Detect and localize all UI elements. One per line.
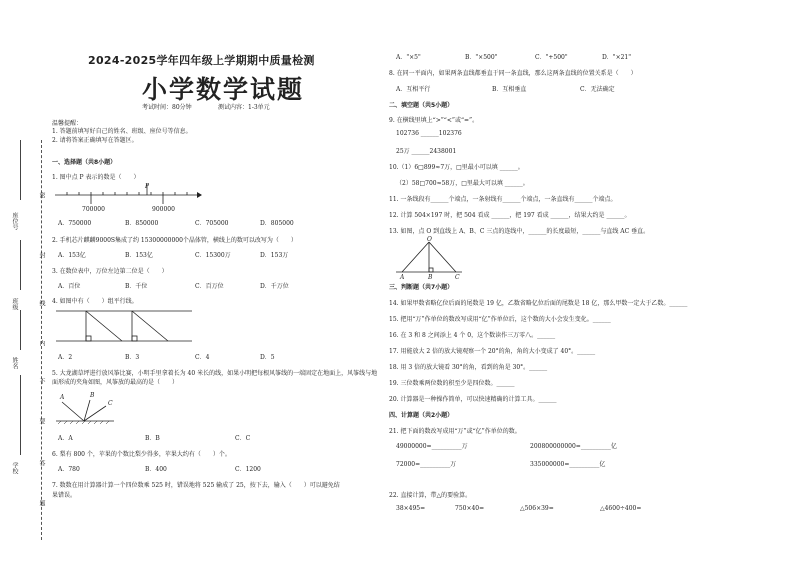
option[interactable]: A．互相平行 xyxy=(396,86,431,93)
school-fill-line xyxy=(20,375,21,455)
perpendicular-figure xyxy=(396,238,466,274)
section-title: 三、判断题（共7小题） xyxy=(389,284,454,291)
calc-item[interactable]: 750×40= xyxy=(455,505,485,512)
point-a-label: A xyxy=(400,274,405,281)
notice-title: 温馨提醒： xyxy=(52,120,83,127)
question-5-line2: 面形成的夹角如图，风筝放的最高的是（ ） xyxy=(52,379,179,386)
option[interactable]: C．705000 xyxy=(195,220,229,227)
question-7-line1: 7. 数数在用计算器计算一个四位数乘 525 时，错误地将 525 输成了 25，按下去，输入（ ）可以避免结 xyxy=(52,482,340,489)
question-12[interactable]: 12. 计算 504×197 时，把 504 看成 ______，把 197 看成 ______，结果大约是 ______。 xyxy=(389,212,631,219)
question-10-b[interactable]: （2）58□700≈58万，□里最大可以填 ______。 xyxy=(396,180,529,187)
parallel-lines-figure xyxy=(56,306,196,346)
point-b-label: B xyxy=(428,274,433,281)
question-7-line2: 果错误。 xyxy=(52,492,77,499)
option[interactable]: C．无法确定 xyxy=(580,86,615,93)
notice-item: 1. 答题前填写好自己的姓名、班级、座位号等信息。 xyxy=(52,128,192,135)
option[interactable]: B．互相垂直 xyxy=(492,86,527,93)
question-21: 21. 把下面的数改写成用“万”或“亿”作单位的数。 xyxy=(389,428,521,435)
option[interactable]: D．153万 xyxy=(260,252,289,259)
question-22: 22. 直接计算，带△的要验算。 xyxy=(389,492,472,499)
point-c-label: C xyxy=(455,274,460,281)
question-21-b[interactable]: 200800000000=__________亿 xyxy=(530,443,617,450)
question-11[interactable]: 11. 一条线段有______个端点，一条射线有______个端点，一条直线有______个端点。 xyxy=(389,196,617,203)
kite-label-b: B xyxy=(90,392,95,399)
calc-item[interactable]: △4600÷400= xyxy=(600,505,642,512)
option[interactable]: A．153亿 xyxy=(58,252,86,259)
subject-title: 小学数学试题 xyxy=(142,75,305,104)
option[interactable]: C．15300万 xyxy=(195,252,231,259)
question-5-line1: 5. 大龙湖草坪进行放风筝比赛，小明手里拿着长为 40 米长的线，如果小明把每根风筝线的一端固定在地面上，风筝线与地 xyxy=(52,370,378,377)
option[interactable]: A．"×5" xyxy=(396,54,421,61)
point-p-label: P xyxy=(145,183,150,190)
name-label: 姓名 xyxy=(11,357,18,369)
kite-label-a: A xyxy=(60,394,65,401)
seal-char: 答 xyxy=(38,460,45,466)
school-label: 学校 xyxy=(11,462,18,474)
option[interactable]: C．C xyxy=(235,435,251,442)
seal-char: 题 xyxy=(38,500,45,506)
calc-item[interactable]: △506×39= xyxy=(520,505,554,512)
question-8: 8. 在同一平面内，如果两条直线都垂直于同一条直线，那么这两条直线的位置关系是（ ） xyxy=(389,70,637,77)
point-o-label: O xyxy=(427,236,432,243)
option[interactable]: B．850000 xyxy=(125,220,159,227)
option[interactable]: D．千万位 xyxy=(260,283,289,290)
name-fill-line xyxy=(20,310,21,350)
section-title: 四、计算题（共2小题） xyxy=(389,412,454,419)
question-21-a[interactable]: 49000000=__________万 xyxy=(396,443,468,450)
time-info: 考试时间：80分钟 xyxy=(142,104,192,111)
question-16[interactable]: 16. 在 3 和 8 之间添上 4 个 0，这个数读作三万零八。______ xyxy=(389,332,556,339)
question-9-a[interactable]: 102736 ______102376 xyxy=(396,130,462,137)
question-2: 2. 手机芯片麒麟9000S集成了约 15300000000个晶体管，横线上的数可以改写为（ ） xyxy=(52,237,297,244)
kite-label-c: C xyxy=(108,400,113,407)
option[interactable]: B．3 xyxy=(125,354,140,361)
question-21-d[interactable]: 335000000=__________亿 xyxy=(530,461,606,468)
question-18[interactable]: 18. 用 3 倍的放大镜看 30°的角，看到的角是 30°。______ xyxy=(389,364,548,371)
option[interactable]: B．B xyxy=(145,435,160,442)
question-13[interactable]: 13. 如图，点 O 到直线上 A、B、C 三点的连线中，______的长度最短，______与直线 AC 垂直。 xyxy=(389,228,650,235)
seal-char: 内 xyxy=(38,340,45,346)
option[interactable]: A．百位 xyxy=(58,283,81,290)
question-19[interactable]: 19. 三位数乘两位数的积至少是四位数。______ xyxy=(389,380,515,387)
tick-label-left: 700000 xyxy=(82,206,105,213)
option[interactable]: A．2 xyxy=(58,354,73,361)
question-9-b[interactable]: 25万 ______2438001 xyxy=(396,148,457,155)
question-14[interactable]: 14. 如果甲数省略亿位后面的尾数是 19 亿，乙数省略亿位后面的尾数是 18 亿，那么甲数一定大于乙数。______ xyxy=(389,300,688,307)
option[interactable]: B．400 xyxy=(145,466,167,473)
question-1: 1. 图中点 P 表示的数是（ ） xyxy=(52,174,140,181)
question-21-c[interactable]: 72000=__________万 xyxy=(396,461,457,468)
option[interactable]: B．153亿 xyxy=(125,252,153,259)
section-title: 二、填空题（共5小题） xyxy=(389,102,454,109)
question-9: 9. 在横线里填上“>”“<”或“=”。 xyxy=(389,117,479,124)
notice-item: 2. 请将答案正确填写在答题区。 xyxy=(52,137,138,144)
question-10-a[interactable]: 10.（1）6□899≈7万，□里最小可以填 ______。 xyxy=(389,164,524,171)
option[interactable]: D．5 xyxy=(260,354,275,361)
question-17[interactable]: 17. 用能放大 2 倍的放大镜观察一个 20°的角，角的大小变成了 40°。______ xyxy=(389,348,596,355)
option[interactable]: A．780 xyxy=(58,466,80,473)
section-title: 一、选择题（共8小题） xyxy=(52,159,117,166)
seal-char: 密 xyxy=(38,192,45,198)
question-3: 3. 在数位表中，万位左边第二位是（ ） xyxy=(52,268,168,275)
seal-char: 封 xyxy=(38,252,45,258)
seat-fill-line xyxy=(20,140,21,200)
seal-char: 不 xyxy=(38,378,45,384)
tick-label-right: 900000 xyxy=(152,206,175,213)
question-6: 6. 梨有 800 个，苹果的个数比梨少得多，苹果大约有（ ）个。 xyxy=(52,451,231,458)
class-fill-line xyxy=(20,240,21,290)
seat-label: 座位号 xyxy=(11,212,18,230)
option[interactable]: A．750000 xyxy=(58,220,92,227)
option[interactable]: D．"×21" xyxy=(602,54,631,61)
option[interactable]: C．"+500" xyxy=(535,54,568,61)
question-4: 4. 如图中有（ ）组平行线。 xyxy=(52,298,138,305)
option[interactable]: C．4 xyxy=(195,354,210,361)
option[interactable]: A．A xyxy=(58,435,73,442)
option[interactable]: D．805000 xyxy=(260,220,294,227)
option[interactable]: C．百万位 xyxy=(195,283,224,290)
seal-char: 线 xyxy=(38,300,45,306)
seal-char: 要 xyxy=(38,418,45,424)
scope-info: 测试内容：1-3单元 xyxy=(218,104,270,111)
number-line-figure xyxy=(55,182,205,210)
option[interactable]: C．1200 xyxy=(235,466,261,473)
calc-item[interactable]: 38×495= xyxy=(396,505,426,512)
class-label: 班级 xyxy=(11,298,18,310)
option[interactable]: B．千位 xyxy=(125,283,148,290)
option[interactable]: B．"×500" xyxy=(465,54,498,61)
question-20[interactable]: 20. 计算器是一种操作简单，可以快速精确的计算工具。______ xyxy=(389,396,557,403)
question-15[interactable]: 15. 把用“万”作单位的数改写成用“亿”作单位后，这个数的大小会发生变化。______ xyxy=(389,316,611,323)
kite-angles-figure xyxy=(56,396,116,424)
exam-title: 2024-2025学年四年级上学期期中质量检测 xyxy=(88,54,315,67)
